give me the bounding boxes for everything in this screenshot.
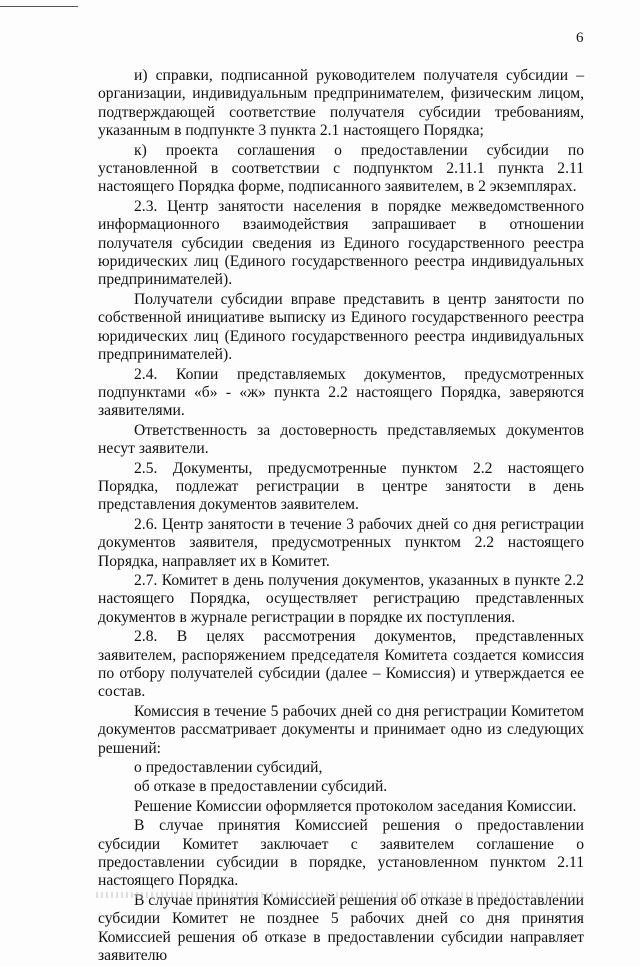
paragraph: Комиссия в течение 5 рабочих дней со дня регистрации Комитетом документов рассматривает документы и принимает одно из следующих решений: (98, 702, 584, 757)
paragraph: 2.5. Документы, предусмотренные пунктом 2.2 настоящего Порядка, подлежат регистрации в центре занятости в день представления документов заявителем. (98, 459, 584, 514)
paragraph: 2.3. Центр занятости населения в порядке межведомственного информационного взаимодействия запрашивает в отношении получателя субсидии сведения из Единого государственного реестра юридических лиц (Единого государственного реестра индивидуальных предпринимателей). (98, 197, 584, 289)
paragraph: 2.6. Центр занятости в течение 3 рабочих дней со дня регистрации документов заявителя, предусмотренных пунктом 2.2 настоящего Порядка, направляет их в Комитет. (98, 515, 584, 570)
paragraph: о предоставлении субсидий, (134, 759, 323, 777)
document-body (98, 67, 584, 967)
paragraph: об отказе в предоставлении субсидий. (134, 778, 388, 796)
paragraph: к) проекта соглашения о предоставлении субсидии по установленной в соответствии с подпунктом 2.11.1 пункта 2.11 настоящего Порядка форме, подписанного заявителем, в 2 экземплярах. (98, 141, 584, 196)
paragraph: Ответственность за достоверность представляемых документов несут заявители. (98, 421, 584, 458)
scan-artifact (96, 892, 586, 898)
paragraph: 2.4. Копии представляемых документов, предусмотренных подпунктами «б» - «ж» пункта 2.2 настоящего Порядка, заверяются заявителями. (98, 365, 584, 420)
paragraph: Получатели субсидии вправе представить в центр занятости по собственной инициативе выписку из Единого государственного реестра юридических лиц (Единого государственного реестра индивидуальных предпринимателей). (98, 290, 584, 364)
paragraph: В случае принятия Комиссией решения о предоставлении субсидии Комитет заключает с заявителем соглашение о предоставлении субсидии в порядке, установленном пунктом 2.11 настоящего Порядка. (98, 817, 584, 890)
paragraph: В случае принятия Комиссией решения об отказе в предоставлении субсидии Комитет не позднее 5 рабочих дней со дня принятия Комиссией решения об отказе в предоставлении субсидии направляет заявителю (98, 891, 584, 965)
paragraph: 2.7. Комитет в день получения документов, указанных в пункте 2.2 настоящего Порядка, осуществляет регистрацию представленных документов в журнале регистрации в порядке их поступления. (98, 571, 584, 626)
page-number: 6 (576, 30, 584, 46)
paragraph: Решение Комиссии оформляется протоколом заседания Комиссии. (134, 797, 577, 815)
paragraph: и) справки, подписанной руководителем получателя субсидии – организации, индивидуальным предпринимателем, физическим лицом, подтверждающей соответствие получателя субсидии требованиям, указанным в подпункте 3 пункта 2.1 настоящего Порядка; (98, 67, 584, 140)
header-rule (0, 6, 78, 7)
paragraph: 2.8. В целях рассмотрения документов, представленных заявителем, распоряжением председателя Комитета создается комиссия по отбору получателей субсидии (далее – Комиссия) и утверждается ее состав. (98, 628, 584, 701)
